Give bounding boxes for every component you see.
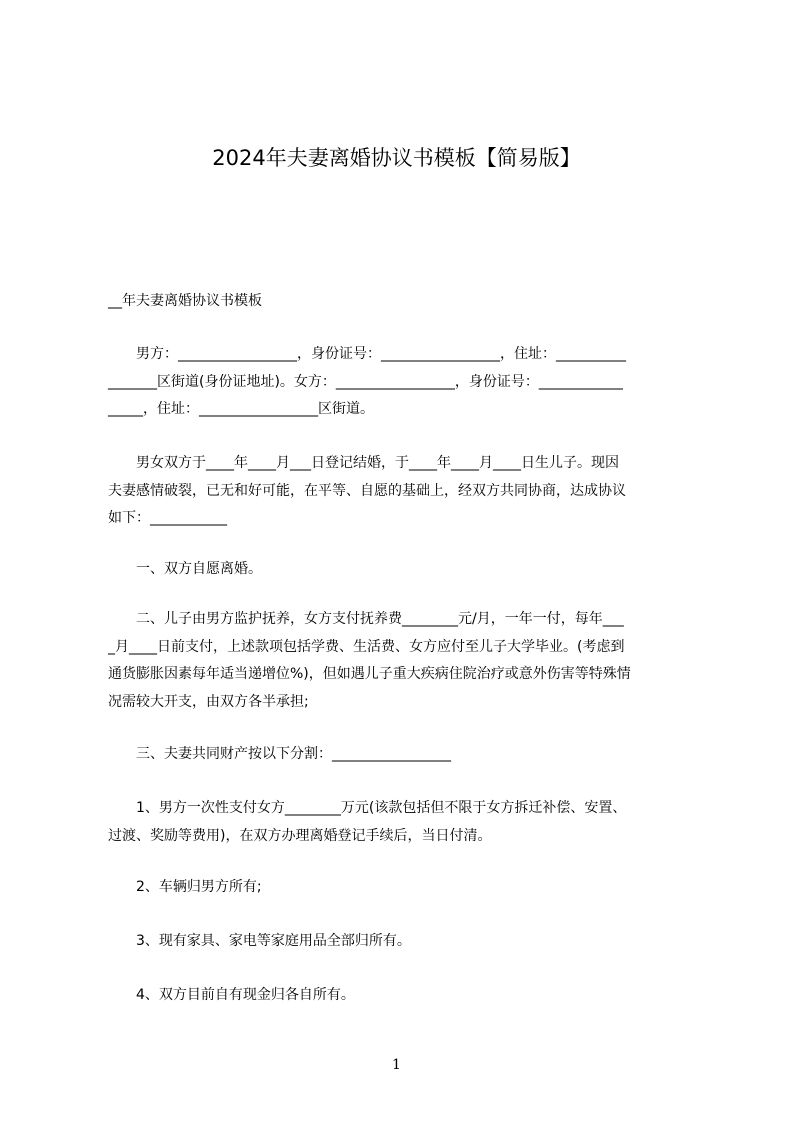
paragraph-parties: 男方：_________________，身份证号：_________________，住址：__________ _______区街道(身份证地址)。女方：_________________，身份证号：____________ _____，住址：_________________区街道。: [108, 346, 626, 417]
paragraph-item-3: 3、现有家具、家电等家庭用品全部归所有。: [108, 933, 411, 949]
paragraph-clause-3: 三、夫妻共同财产按以下分割：_________________: [108, 746, 451, 762]
paragraph-clause-2: 二、儿子由男方监护抚养，女方支付抚养费________元/月，一年一付，每年___ _月____日前支付，上述款项包括学费、生活费、女方应付至儿子大学毕业。(考虑到 通货膨胀因素每年适当递增位%)，但如遇儿子重大疾病住院治疗或意外伤害等特殊情 况需较大开支，由双方各半承担;: [108, 611, 631, 710]
paragraph-item-1: 1、男方一次性支付女方________万元(该款包括但不限于女方拆迁补偿、安置、 过渡、奖励等费用)，在双方办理离婚登记手续后，当日付清。: [108, 800, 627, 844]
document-title: 2024年夫妻离婚协议书模板【简易版】: [212, 146, 581, 170]
document-subtitle: __年夫妻离婚协议书模板: [108, 293, 262, 309]
paragraph-item-2: 2、车辆归男方所有;: [108, 879, 262, 895]
paragraph-marriage-info: 男女双方于____年____月___日登记结婚，于____年____月____日生儿子。现因 夫妻感情破裂，已无和好可能，在平等、自愿的基础上，经双方共同协商，达成协议 如下：___________: [108, 455, 626, 526]
page-number: 1: [392, 1057, 401, 1073]
paragraph-clause-1: 一、双方自愿离婚。: [108, 561, 262, 577]
paragraph-item-4: 4、双方目前自有现金归各自所有。: [108, 987, 355, 1003]
